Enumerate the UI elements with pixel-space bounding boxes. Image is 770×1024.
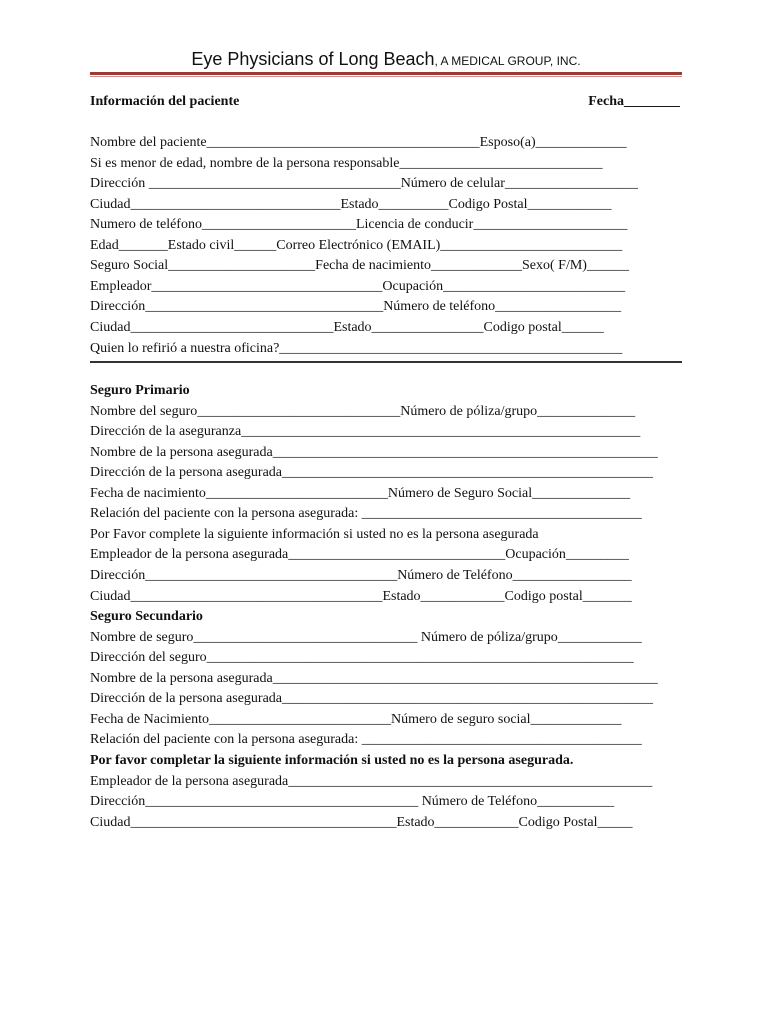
date-field[interactable]: Fecha________ xyxy=(588,94,680,109)
form-line[interactable]: Ciudad____________________________________Estado____________Codigo postal_______ xyxy=(90,588,632,604)
practice-name: Eye Physicians of Long Beach xyxy=(191,49,435,69)
form-line[interactable]: Empleador de la persona asegurada_______________________________Ocupación_________ xyxy=(90,547,629,563)
header-rule-thin xyxy=(90,76,682,77)
form-line[interactable]: Dirección_______________________________________ Número de Teléfono___________ xyxy=(90,794,615,810)
form-line[interactable]: Dirección ____________________________________Número de celular___________________ xyxy=(90,176,638,192)
patient-heading: Información del paciente xyxy=(90,94,240,109)
form-line[interactable]: Relación del paciente con la persona asegurada: ________________________________________ xyxy=(90,506,642,522)
form-line[interactable]: Si es menor de edad, nombre de la persona responsable_____________________________ xyxy=(90,155,603,171)
form-note: Por Favor complete la siguiente información si usted no es la persona asegurada xyxy=(90,526,539,542)
form-line[interactable]: Fecha de Nacimiento__________________________Número de seguro social_____________ xyxy=(90,711,622,727)
form-line[interactable]: Edad_______Estado civil______Correo Electrónico (EMAIL)__________________________ xyxy=(90,237,623,253)
form-line[interactable]: Dirección de la aseguranza_________________________________________________________ xyxy=(90,424,641,440)
form-note-bold: Por favor completar la siguiente información si usted no es la persona asegurada. xyxy=(90,752,574,768)
form-line[interactable]: Ciudad_____________________________Estado________________Codigo postal______ xyxy=(90,320,604,336)
secondary-lines xyxy=(90,628,680,833)
form-line[interactable]: Dirección de la persona asegurada_____________________________________________________ xyxy=(90,465,654,481)
form-line[interactable]: Quien lo refirió a nuestra oficina?_________________________________________________ xyxy=(90,340,623,356)
form-line[interactable]: Dirección__________________________________Número de teléfono__________________ xyxy=(90,299,622,315)
header-rule xyxy=(90,72,682,75)
form-line[interactable]: Nombre del paciente_______________________________________Esposo(a)_____________ xyxy=(90,135,627,151)
form-line[interactable]: Nombre de la persona asegurada_______________________________________________________ xyxy=(90,444,658,460)
primary-insurance-heading: Seguro Primario xyxy=(90,383,190,399)
secondary-insurance-heading: Seguro Secundario xyxy=(90,609,203,625)
form-line[interactable]: Ciudad______________________________________Estado____________Codigo Postal_____ xyxy=(90,814,633,830)
practice-subtitle: , A MEDICAL GROUP, INC. xyxy=(434,54,581,68)
form-line[interactable]: Dirección____________________________________Número de Teléfono_________________ xyxy=(90,568,632,584)
form-line[interactable]: Nombre de la persona asegurada_______________________________________________________ xyxy=(90,670,658,686)
form-line[interactable]: Dirección del seguro_____________________________________________________________ xyxy=(90,650,634,666)
form-body xyxy=(90,92,680,833)
primary-lines xyxy=(90,402,680,607)
patient-lines xyxy=(90,133,680,359)
form-line[interactable]: Empleador_________________________________Ocupación__________________________ xyxy=(90,278,626,294)
form-line[interactable]: Relación del paciente con la persona asegurada: ________________________________________ xyxy=(90,732,642,748)
form-line[interactable]: Dirección de la persona asegurada_____________________________________________________ xyxy=(90,691,654,707)
form-line[interactable]: Seguro Social_____________________Fecha de nacimiento_____________Sexo( F/M)______ xyxy=(90,258,629,274)
section-divider xyxy=(90,361,682,363)
patient-section-header xyxy=(90,92,680,113)
form-line[interactable]: Ciudad______________________________Estado__________Codigo Postal____________ xyxy=(90,196,612,212)
form-header xyxy=(90,49,682,70)
spacer xyxy=(90,369,680,381)
form-line[interactable]: Fecha de nacimiento__________________________Número de Seguro Social______________ xyxy=(90,485,631,501)
form-line[interactable]: Nombre del seguro_____________________________Número de póliza/grupo______________ xyxy=(90,403,636,419)
spacer xyxy=(90,113,680,134)
form-line[interactable]: Nombre de seguro________________________________ Número de póliza/grupo____________ xyxy=(90,629,642,645)
form-line[interactable]: Numero de teléfono______________________Licencia de conducir______________________ xyxy=(90,217,628,233)
form-line[interactable]: Empleador de la persona asegurada____________________________________________________ xyxy=(90,773,653,789)
